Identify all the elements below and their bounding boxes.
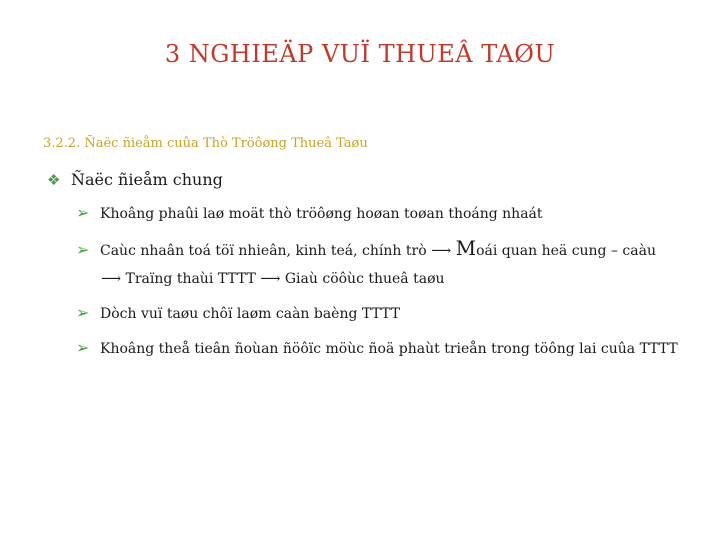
freight-rate-text: Giaù cöôùc thueâ taøu xyxy=(284,271,445,287)
section-subtitle: 3.2.2. Ñaëc ñieåm cuûa Thò Tröôøng Thueâ Taøu xyxy=(43,136,368,151)
heading-text: Ñaëc ñieåm chung xyxy=(71,170,223,189)
arrow-symbol: ⟶ xyxy=(101,271,122,287)
section-heading xyxy=(47,170,223,189)
list-item-text: Dòch vuï taøu chôï laøm caàn baèng TTTT xyxy=(100,306,401,322)
arrow-right-icon: ➢ xyxy=(76,303,90,322)
list-item-continuation xyxy=(101,267,706,291)
list-item-text: Khoâng phaûi laø moät thò tröôøng hoøan toøan thoáng nhaát xyxy=(100,206,543,222)
relationship-initial: M xyxy=(455,236,477,260)
arrow-symbol: ⟶ xyxy=(260,271,281,287)
list-item xyxy=(76,236,706,263)
arrow-symbol: ⟶ xyxy=(431,243,452,259)
relationship-text: oái quan heä cung – caàu xyxy=(476,243,656,259)
list-item-text xyxy=(100,236,656,263)
factor-text: Caùc nhaân toá töï nhieân, kinh teá, chính trò xyxy=(100,243,427,259)
list-item-text: Khoâng theå tieân ñoùan ñöôïc möùc ñoä phaùt trieån trong töông lai cuûa TTTT xyxy=(100,341,678,357)
bullet-list xyxy=(76,201,706,371)
slide-title: 3 NGHIEÄP VUÏ THUEÂ TAØU xyxy=(164,40,556,68)
market-state-text: Traïng thaùi TTTT xyxy=(125,271,256,287)
list-item xyxy=(76,201,706,226)
arrow-right-icon: ➢ xyxy=(76,338,90,357)
list-item xyxy=(76,301,706,326)
arrow-right-icon: ➢ xyxy=(76,203,90,222)
list-item xyxy=(76,336,706,361)
arrow-right-icon: ➢ xyxy=(76,240,90,259)
diamond-cluster-icon: ❖ xyxy=(47,170,61,189)
